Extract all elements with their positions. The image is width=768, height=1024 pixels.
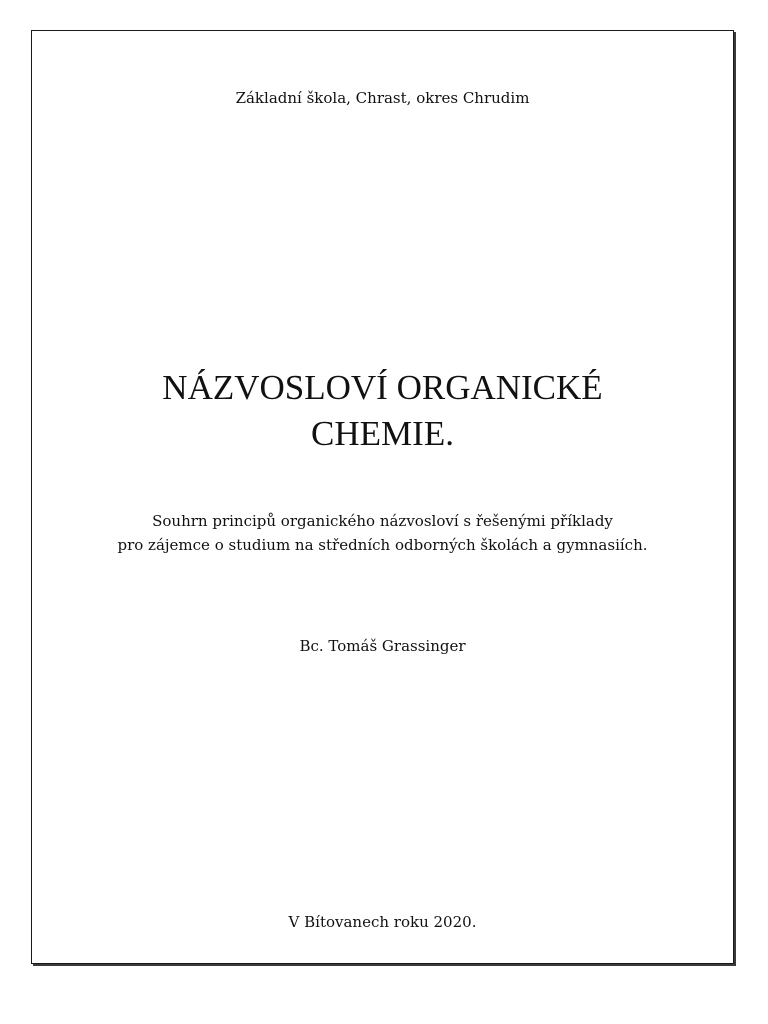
title-line-2: CHEMIE. xyxy=(311,414,454,453)
document-subtitle xyxy=(32,509,733,557)
school-name: Základní škola, Chrast, okres Chrudim xyxy=(235,89,530,107)
place-and-year: V Bítovanech roku 2020. xyxy=(288,913,477,931)
document-title xyxy=(32,365,733,457)
subtitle-line-2: pro zájemce o studium na středních odborných školách a gymnasiích. xyxy=(117,536,648,554)
page-border xyxy=(31,30,734,964)
title-line-1: NÁZVOSLOVÍ ORGANICKÉ xyxy=(162,368,603,407)
author-name: Bc. Tomáš Grassinger xyxy=(299,637,466,655)
subtitle-line-1: Souhrn principů organického názvosloví s řešenými příklady xyxy=(152,512,613,530)
